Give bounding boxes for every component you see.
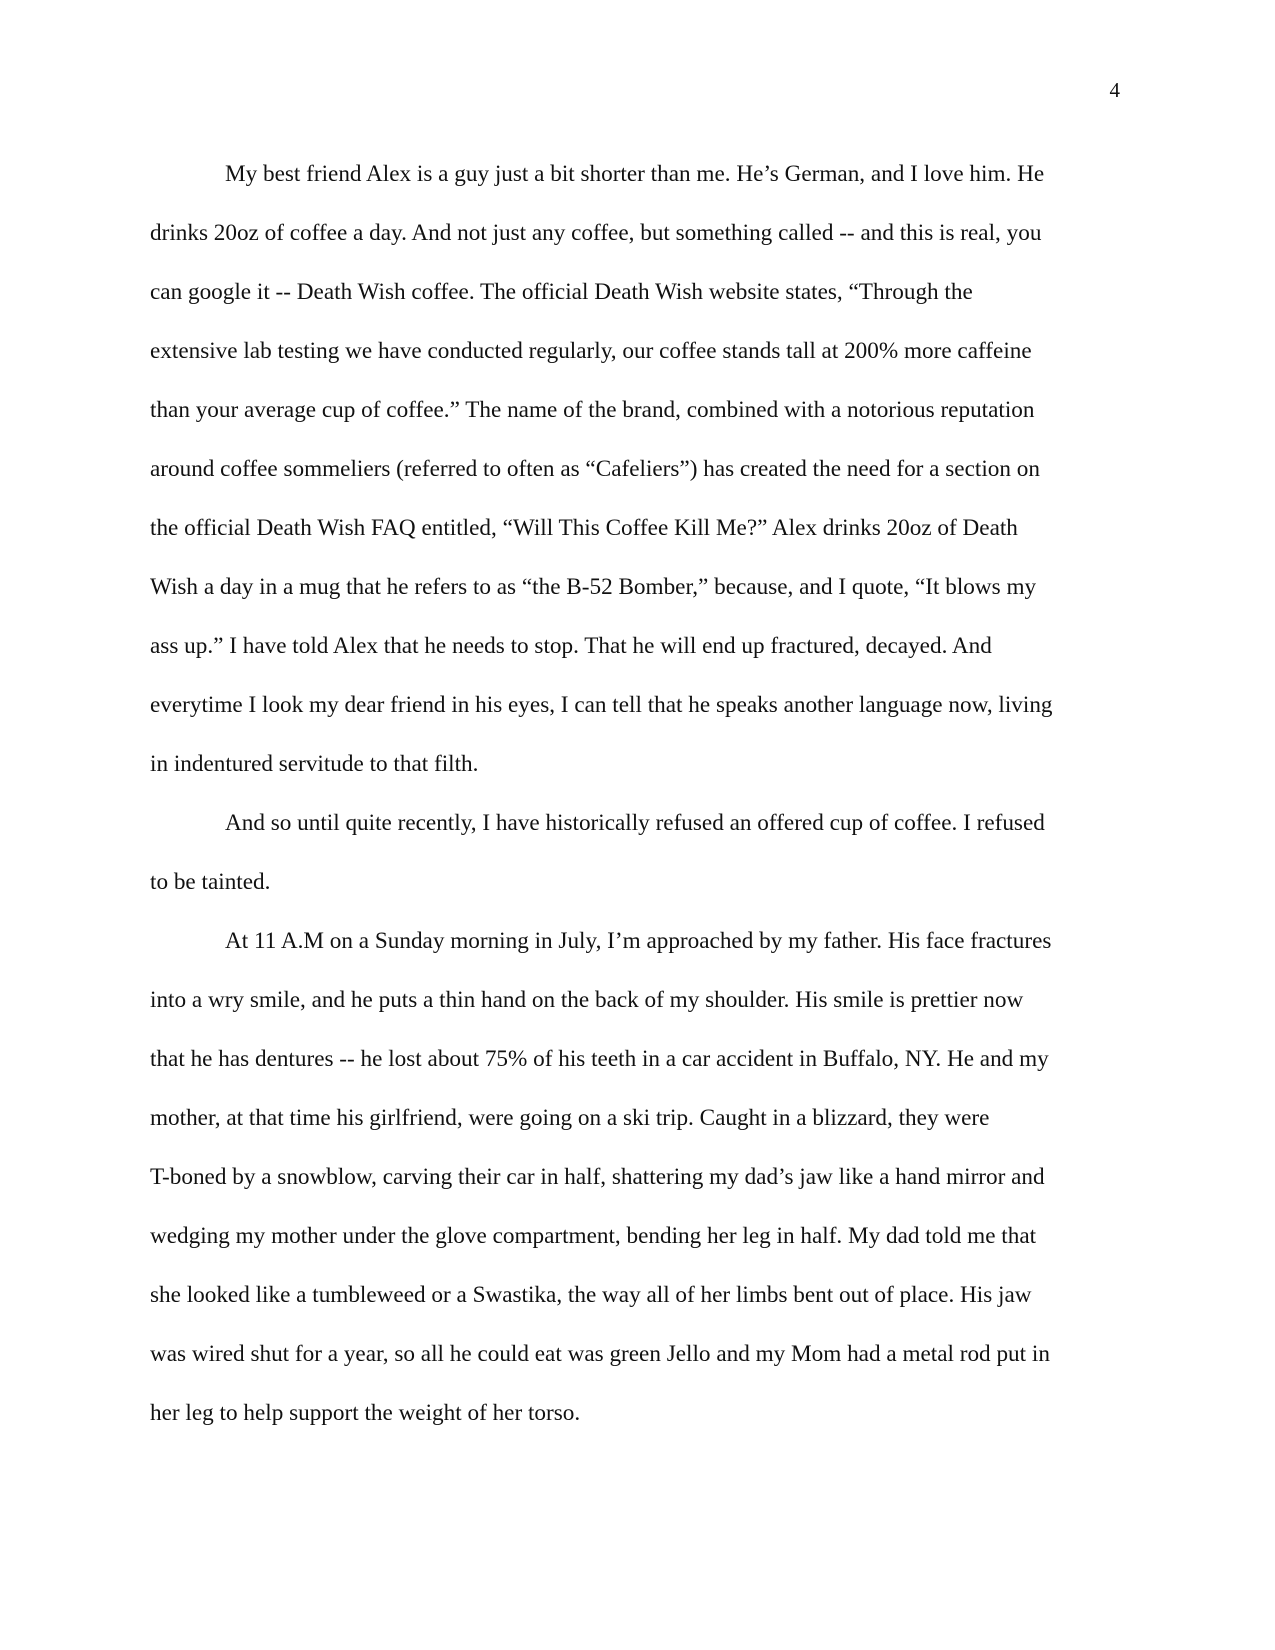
text-line: extensive lab testing we have conducted regularly, our coffee stands tall at 200% more caffeine xyxy=(150,338,1032,364)
text-line: mother, at that time his girlfriend, were going on a ski trip. Caught in a blizzard, they were xyxy=(150,1105,990,1131)
text-line: she looked like a tumbleweed or a Swastika, the way all of her limbs bent out of place. His jaw xyxy=(150,1282,1032,1308)
text-line: drinks 20oz of coffee a day. And not just any coffee, but something called -- and this is real, you xyxy=(150,220,1042,246)
body-text xyxy=(150,145,1125,1443)
text-line: Wish a day in a mug that he refers to as “the B-52 Bomber,” because, and I quote, “It blows my xyxy=(150,574,1037,600)
text-line: wedging my mother under the glove compartment, bending her leg in half. My dad told me that xyxy=(150,1223,1037,1249)
paragraph-father xyxy=(150,912,1125,1443)
text-line: than your average cup of coffee.” The name of the brand, combined with a notorious reputation xyxy=(150,397,1035,423)
text-line: around coffee sommeliers (referred to often as “Cafeliers”) has created the need for a section on xyxy=(150,456,1040,482)
text-line: can google it -- Death Wish coffee. The official Death Wish website states, “Through the xyxy=(150,279,973,305)
text-line: At 11 A.M on a Sunday morning in July, I’m approached by my father. His face fractures xyxy=(225,928,1052,954)
text-line: everytime I look my dear friend in his eyes, I can tell that he speaks another language now, living xyxy=(150,692,1053,718)
text-line: in indentured servitude to that filth. xyxy=(150,751,479,777)
text-line: was wired shut for a year, so all he could eat was green Jello and my Mom had a metal rod put in xyxy=(150,1341,1050,1367)
text-line: My best friend Alex is a guy just a bit shorter than me. He’s German, and I love him. He xyxy=(225,161,1045,187)
text-line: that he has dentures -- he lost about 75% of his teeth in a car accident in Buffalo, NY. He and my xyxy=(150,1046,1049,1072)
text-line: And so until quite recently, I have historically refused an offered cup of coffee. I refused xyxy=(225,810,1045,836)
page-number: 4 xyxy=(1109,78,1120,102)
text-line: into a wry smile, and he puts a thin hand on the back of my shoulder. His smile is prettier now xyxy=(150,987,1024,1013)
text-line: the official Death Wish FAQ entitled, “Will This Coffee Kill Me?” Alex drinks 20oz of Death xyxy=(150,515,1018,541)
text-line: ass up.” I have told Alex that he needs to stop. That he will end up fractured, decayed. And xyxy=(150,633,992,659)
paragraph-refused xyxy=(150,794,1125,912)
text-line: to be tainted. xyxy=(150,869,271,895)
paragraph-alex xyxy=(150,145,1125,794)
text-line: her leg to help support the weight of her torso. xyxy=(150,1400,581,1426)
text-line: T-boned by a snowblow, carving their car in half, shattering my dad’s jaw like a hand mirror and xyxy=(150,1164,1045,1190)
